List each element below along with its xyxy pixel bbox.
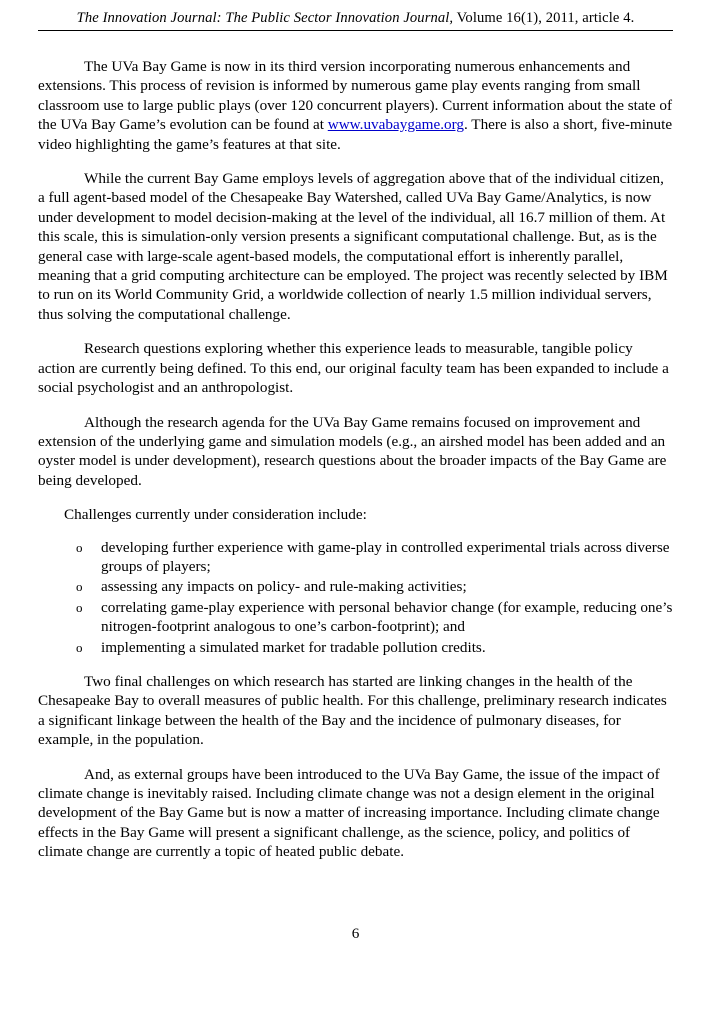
paragraph-1 xyxy=(38,57,673,154)
challenges-list xyxy=(38,538,673,657)
list-item xyxy=(38,577,673,596)
paragraph-6: Two final challenges on which research has started are linking changes in the health of the Chesapeake Bay to overall measures of public health. For this challenge, preliminary research indicates a significant linkage between the health of the Bay and the incidence of pulmonary diseases, for example, in the population. xyxy=(38,672,667,749)
page-number: 6 xyxy=(351,925,360,942)
paragraph-challenges-intro: Challenges currently under consideration include: xyxy=(64,506,367,524)
paragraph-1-text-b: . There is also a short, five-minute video highlighting the game’s features at that site. xyxy=(38,116,673,153)
journal-title: The Innovation Journal: The Public Sector Innovation Journal, xyxy=(76,10,454,26)
list-item-text: implementing a simulated market for tradable pollution credits. xyxy=(101,638,486,656)
paragraph-1-text-a: The UVa Bay Game is now in its third version incorporating numerous enhancements and extensions. This process of revision is informed by numerous game play events ranging from small classroom use to large public plays (over 120 concurrent players). Current information about the state of the UVa Bay Game’s evolution can be found at xyxy=(38,58,673,134)
paragraph-4: Although the research agenda for the UVa Bay Game remains focused on improvement and extension of the underlying game and simulation models (e.g., an airshed model has been added and an oyster model is under development), research questions about the broader impacts of the Bay Game are being developed. xyxy=(38,413,667,489)
paragraph-3: Research questions exploring whether this experience leads to measurable, tangible policy action are currently being defined. To this end, our original faculty team has been expanded to include a social psychologist and an anthropologist. xyxy=(38,340,669,397)
uvabaygame-link[interactable]: www.uvabaygame.org xyxy=(327,116,464,134)
bullet-marker-icon: o xyxy=(76,579,83,595)
list-item-text: assessing any impacts on policy- and rule-making activities; xyxy=(101,578,467,596)
list-item-text: developing further experience with game-play in controlled experimental trials across diverse groups of players; xyxy=(101,538,670,575)
list-item-text: correlating game-play experience with personal behavior change (for example, reducing one’s nitrogen-footprint analogous to one’s carbon-footprint); and xyxy=(101,598,673,636)
bullet-marker-icon: o xyxy=(76,539,83,555)
bullet-marker-icon: o xyxy=(76,599,83,615)
list-item xyxy=(38,638,673,657)
page-header xyxy=(38,10,673,31)
list-item xyxy=(38,538,673,577)
list-item xyxy=(38,598,673,637)
volume-info: Volume 16(1), 2011, article 4. xyxy=(453,10,635,26)
paragraph-2: While the current Bay Game employs levels of aggregation above that of the individual citizen, a full agent-based model of the Chesapeake Bay Watershed, called UVa Bay Game/Analytics, is now under development to model decision-making at the level of the individual, all 16.7 million of them. At this scale, this is simulation-only version presents a significant computational challenge. But, as is the general case with large-scale agent-based models, the computational effort is inherently parallel, meaning that a grid computing architecture can be employed. The project was recently selected by IBM to run on its World Community Grid, a worldwide collection of nearly 1.5 million individual servers, thus solving the computational challenge. xyxy=(38,170,668,323)
paragraph-7: And, as external groups have been introduced to the UVa Bay Game, the issue of the impact of climate change is inevitably raised. Including climate change was not a design element in the original development of the Bay Game but is now a matter of increasing importance. Including climate change effects in the Bay Game will present a significant challenge, as the science, policy, and politics of climate change are currently a topic of heated public debate. xyxy=(38,765,660,861)
bullet-marker-icon: o xyxy=(76,639,83,655)
